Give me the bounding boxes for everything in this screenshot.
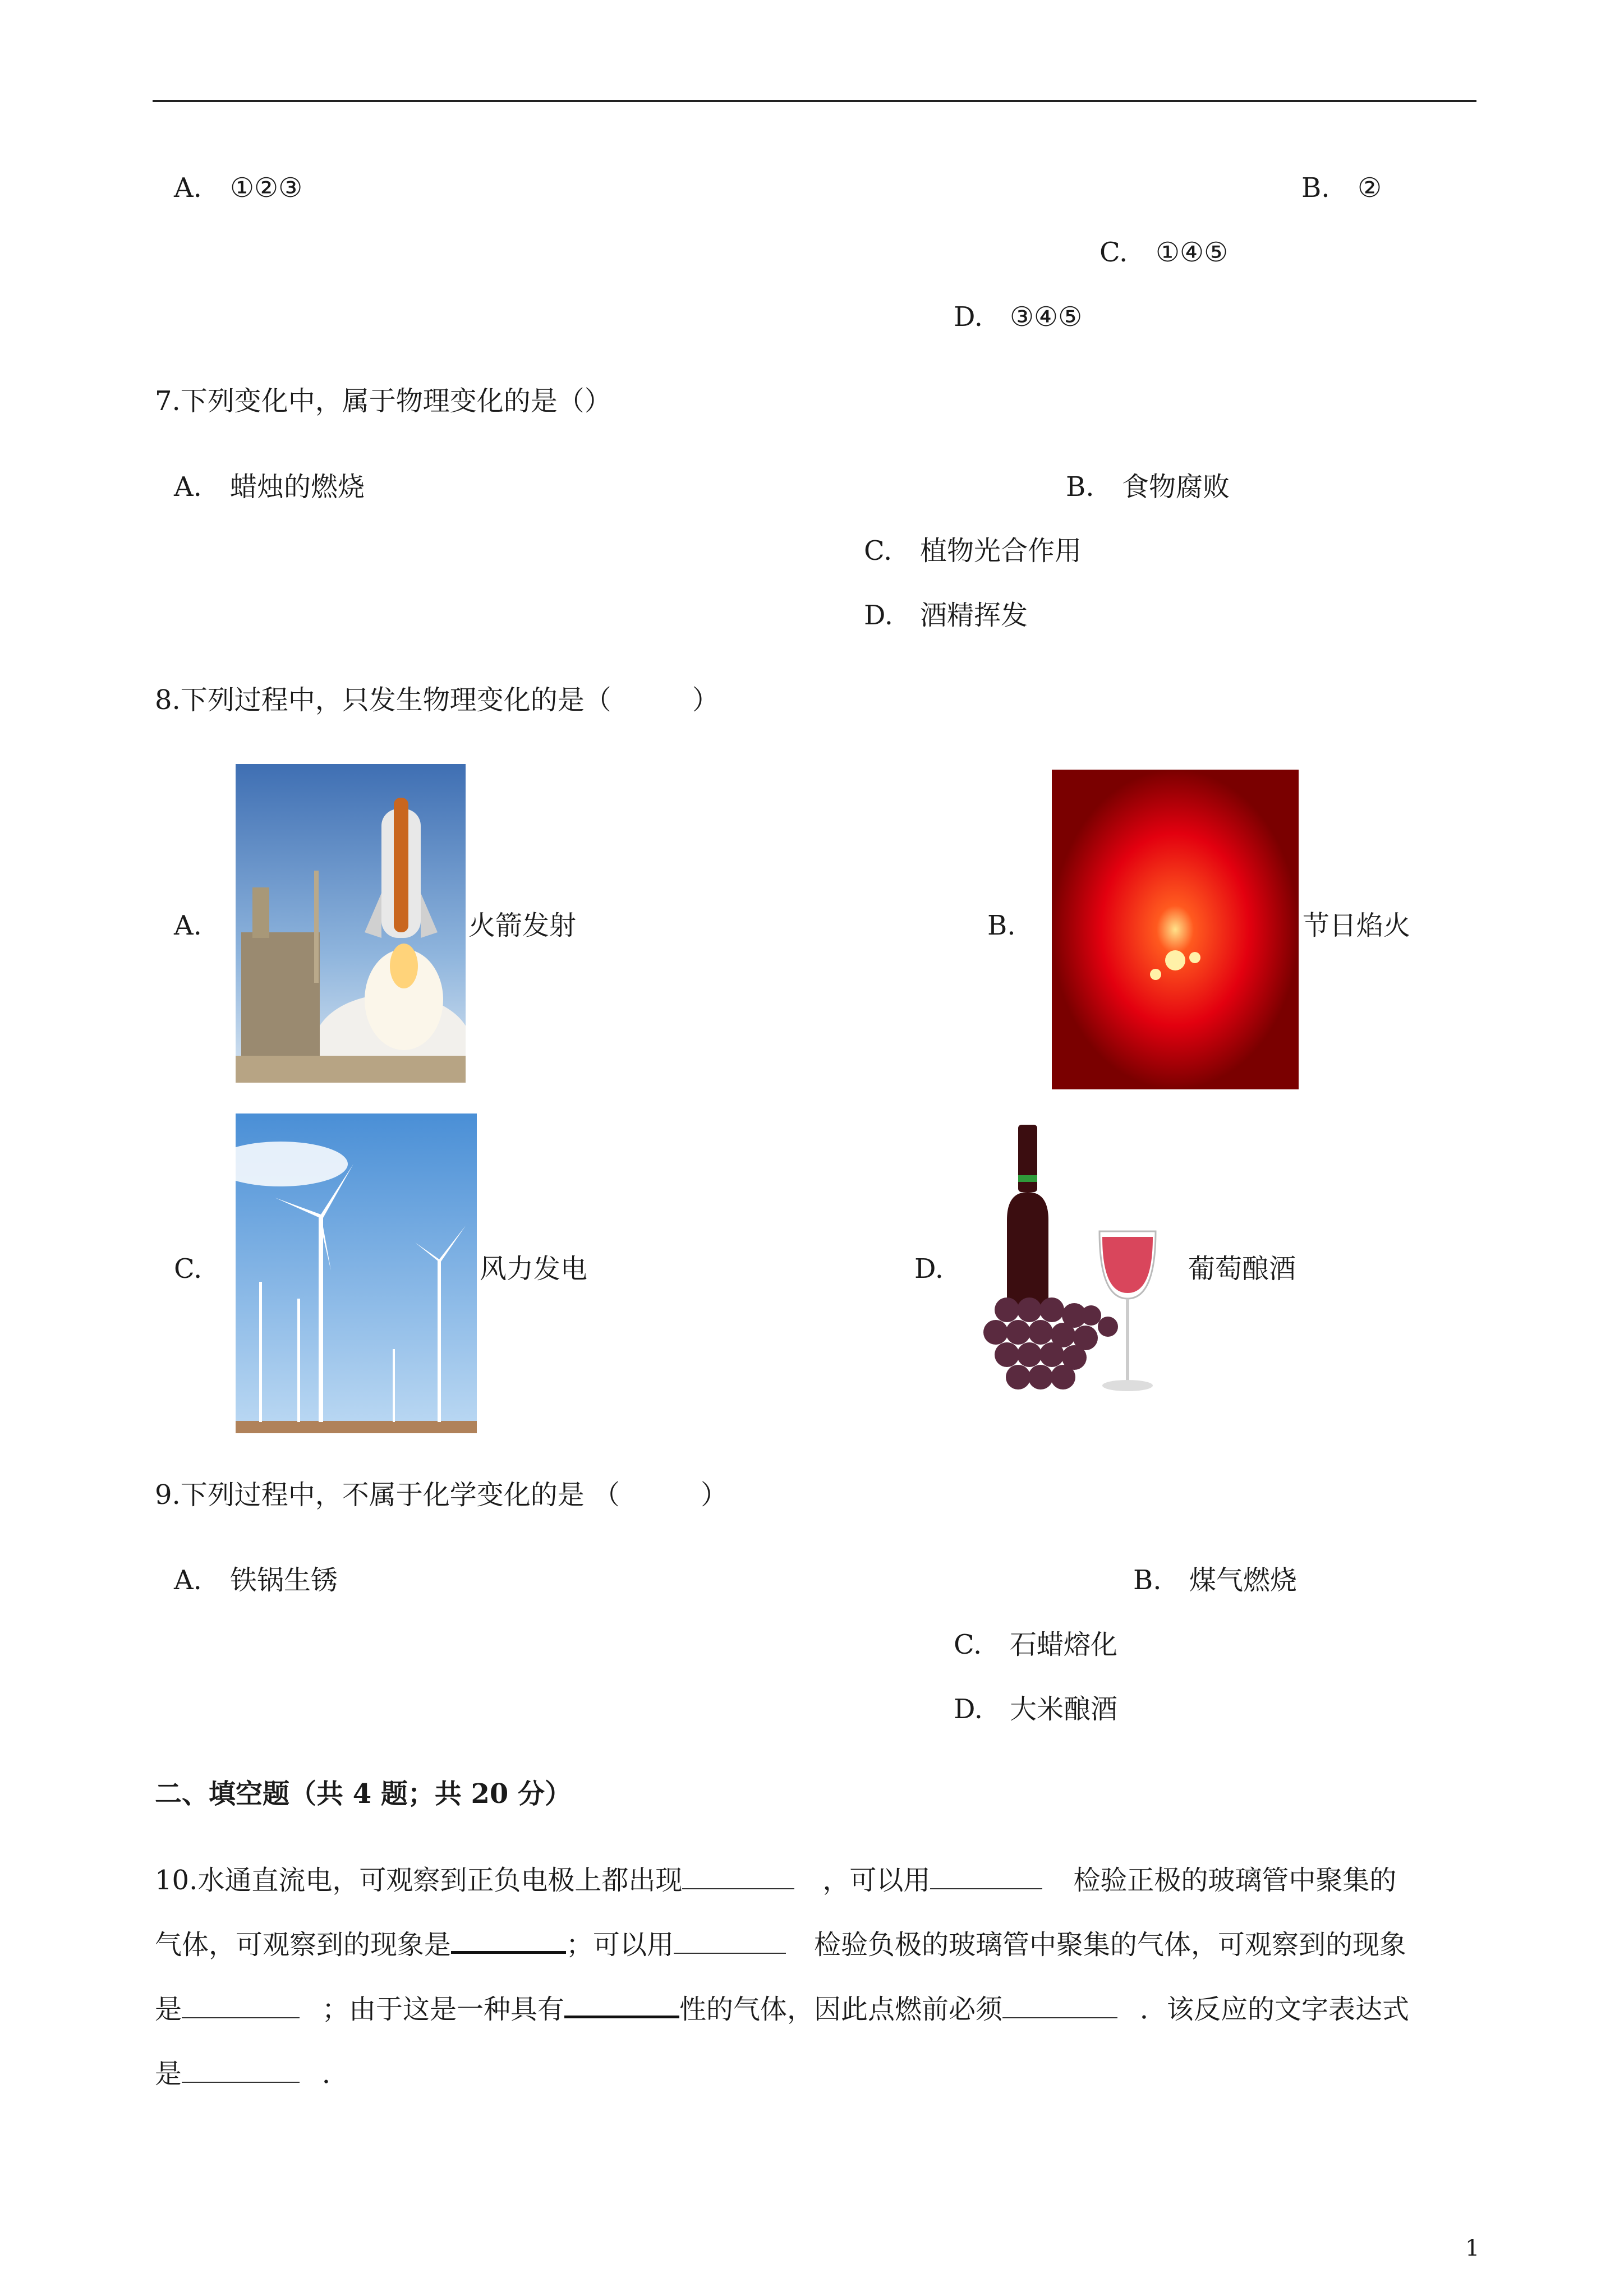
option-text: 蜡烛的燃烧 xyxy=(230,471,365,503)
option-text: 大米酿酒 xyxy=(1010,1694,1118,1725)
q10-text: 性的气体，因此点燃前必须 xyxy=(679,1994,1003,2025)
option-letter: A. xyxy=(174,172,202,204)
option-letter: A. xyxy=(174,1565,202,1596)
q10-text: 10.水通直流电，可观察到正负电极上都出现 xyxy=(155,1865,683,1896)
answer-blank[interactable] xyxy=(564,1993,679,2018)
q7-option-b[interactable] xyxy=(1066,470,1230,504)
answer-blank[interactable] xyxy=(451,1929,566,1954)
option-text: ①④⑤ xyxy=(1156,237,1229,268)
q6-option-c[interactable] xyxy=(1099,236,1228,269)
option-text: 食物腐败 xyxy=(1122,471,1230,503)
option-letter: B. xyxy=(1066,471,1094,503)
option-text: 植物光合作用 xyxy=(920,535,1082,567)
option-text: 石蜡熔化 xyxy=(1010,1629,1118,1660)
q8-option-c-letter[interactable]: C. xyxy=(174,1253,203,1285)
q10-text: 检验负极的玻璃管中聚集的气体，可观察到的现象 xyxy=(814,1929,1407,1961)
q6-option-b[interactable] xyxy=(1301,171,1382,205)
q7-option-d[interactable] xyxy=(864,599,1028,632)
q10-line-4 xyxy=(155,2057,349,2091)
option-letter: C. xyxy=(864,535,892,567)
q6-option-d[interactable] xyxy=(954,300,1082,334)
q10-text: 是 xyxy=(155,2058,182,2090)
q10-line-2 xyxy=(155,1928,1406,1962)
q7-option-c[interactable] xyxy=(864,534,1082,568)
q8-option-c-text[interactable]: 风力发电 xyxy=(480,1253,588,1285)
fireworks-image xyxy=(1052,770,1299,1089)
q9-option-d[interactable] xyxy=(954,1692,1117,1726)
option-text: 酒精挥发 xyxy=(920,600,1028,631)
q10-text: ；由于这是一种具有 xyxy=(322,1994,565,2025)
q10-text: 气体，可观察到的现象是 xyxy=(155,1929,452,1961)
q8-option-a-letter[interactable]: A. xyxy=(174,910,202,941)
section-title: 二、填空题（共 4 题；共 20 分） xyxy=(155,1778,572,1810)
q8-stem: 8.下列过程中，只发生物理变化的是（ ） xyxy=(155,684,719,716)
q10-text: ，可以用 xyxy=(822,1865,931,1896)
q8-option-b-text[interactable]: 节日焰火 xyxy=(1303,910,1411,941)
option-letter: D. xyxy=(864,600,894,631)
q10-line-1 xyxy=(155,1864,1396,1897)
q10-text: ；可以用 xyxy=(566,1929,674,1961)
option-text: 煤气燃烧 xyxy=(1189,1565,1298,1596)
q7-stem: 7.下列变化中，属于物理变化的是（） xyxy=(155,385,611,417)
option-letter: D. xyxy=(954,1694,983,1725)
q9-option-a[interactable] xyxy=(174,1563,338,1597)
q6-option-a[interactable] xyxy=(174,171,302,205)
wind-turbine-image xyxy=(236,1114,477,1433)
option-letter: A. xyxy=(174,471,202,503)
option-text: 铁锅生锈 xyxy=(230,1565,338,1596)
rocket-launch-image xyxy=(236,764,466,1083)
option-letter: D. xyxy=(954,301,983,333)
q8-option-d-text[interactable]: 葡萄酿酒 xyxy=(1188,1253,1296,1285)
answer-blank[interactable] xyxy=(930,1866,1042,1889)
q7-option-a[interactable] xyxy=(174,470,365,504)
option-letter: B. xyxy=(1301,172,1330,204)
answer-blank[interactable] xyxy=(182,2059,300,2083)
q10-text: ．该反应的文字表达式 xyxy=(1140,1994,1410,2025)
option-letter: C. xyxy=(1099,237,1128,268)
q9-option-b[interactable] xyxy=(1133,1563,1297,1597)
option-text: ② xyxy=(1358,172,1382,204)
q10-line-3 xyxy=(155,1993,1409,2026)
q10-text: 是 xyxy=(155,1994,182,2025)
answer-blank[interactable] xyxy=(682,1866,794,1889)
q8-option-a-text[interactable]: 火箭发射 xyxy=(468,910,577,941)
q8-option-d-letter[interactable]: D. xyxy=(914,1253,944,1285)
wine-grapes-image xyxy=(973,1125,1184,1422)
option-letter: B. xyxy=(1133,1565,1162,1596)
q9-stem: 9.下列过程中，不属于化学变化的是 （ ） xyxy=(155,1479,728,1511)
q8-option-b-letter[interactable]: B. xyxy=(987,910,1016,941)
option-text: ①②③ xyxy=(230,172,303,204)
option-text: ③④⑤ xyxy=(1010,301,1083,333)
page-number: 1 xyxy=(1465,2235,1480,2261)
answer-blank[interactable] xyxy=(674,1930,786,1954)
q10-text: 检验正极的玻璃管中聚集的 xyxy=(1073,1865,1397,1896)
option-letter: C. xyxy=(954,1629,982,1660)
answer-blank[interactable] xyxy=(182,1995,300,2018)
q10-text: ． xyxy=(322,2058,349,2090)
header-rule xyxy=(153,100,1476,102)
q9-option-c[interactable] xyxy=(954,1628,1117,1662)
answer-blank[interactable] xyxy=(1002,1995,1117,2018)
